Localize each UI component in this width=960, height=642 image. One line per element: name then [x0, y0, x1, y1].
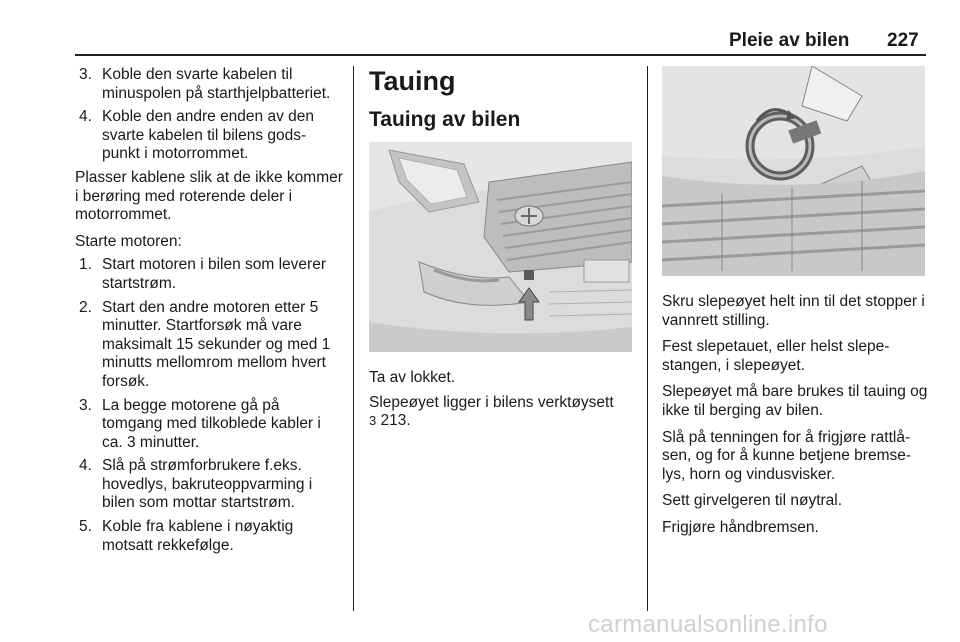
list-item	[75, 256, 343, 293]
steps-list-2	[75, 256, 343, 555]
page-reference[interactable]: 213.	[380, 412, 411, 430]
header-title: Pleie av bilen	[729, 30, 850, 51]
list-text: Koble den andre enden av den svarte kabelen til bilens gods-punkt i motorrommet.	[102, 108, 315, 163]
list-item	[75, 299, 343, 392]
list-number: 5.	[79, 518, 92, 536]
paragraph: Fest slepetauet, eller helst slepe-stangen, i slepeøyet.	[662, 338, 890, 374]
list-item	[75, 108, 343, 164]
list-text: Slå på strømforbrukere f.eks. hovedlys, bakruteoppvarming i bilen som mottar startstrøm.	[102, 457, 313, 512]
page-number: 227	[887, 30, 919, 51]
list-number: 2.	[79, 298, 92, 316]
list-text: Start motoren i bilen som leverer startstrøm.	[102, 256, 326, 292]
paragraph	[369, 394, 634, 431]
header-rule	[75, 54, 926, 56]
list-number: 1.	[79, 256, 92, 274]
paragraph: Sett girvelgeren til nøytral.	[662, 492, 843, 510]
paragraph: Frigjøre håndbremsen.	[662, 518, 819, 536]
paragraph-text: Slepeøyet ligger i bilens verktøysett	[369, 393, 614, 411]
paragraph: Plasser kablene slik at de ikke kommer i berøring med roterende deler i motorrommet.	[75, 168, 343, 224]
list-text: Start den andre motoren etter 5 minutter. Startforsøk må vare maksimalt 15 sekunder og med 1 minutts mellomrom mellom hvert forsøk.	[102, 298, 331, 390]
right-column	[662, 66, 928, 543]
car-front-drawing	[369, 142, 632, 352]
list-number: 4.	[79, 457, 92, 475]
list-item	[75, 457, 343, 513]
page-ref-icon: 3	[369, 413, 377, 429]
list-text: Koble fra kablene i nøyaktig motsatt rekkefølge.	[102, 518, 294, 554]
car-front-illustration	[369, 142, 632, 352]
section-subheading: Tauing av bilen	[369, 108, 521, 131]
column-divider-left	[353, 66, 354, 611]
steps-list-1	[75, 66, 343, 164]
tow-eye-illustration	[662, 66, 925, 276]
column-divider-right	[647, 66, 648, 611]
list-number: 3.	[79, 66, 92, 83]
tow-eye-drawing	[662, 66, 925, 276]
list-item	[75, 518, 343, 555]
paragraph: Slå på tenningen for å frigjøre rattlå-sen, og for å kunne betjene bremse-lys, horn og vindusvisker.	[662, 428, 912, 483]
list-item	[75, 66, 343, 103]
list-text: Koble den svarte kabelen til minuspolen på starthjelpbatteriet.	[102, 66, 331, 102]
section-heading: Tauing	[369, 66, 456, 96]
paragraph: Ta av lokket.	[369, 369, 456, 386]
paragraph: Skru slepeøyet helt inn til det stopper i vannrett stilling.	[662, 293, 925, 329]
list-number: 3.	[79, 396, 92, 414]
list-item	[75, 397, 343, 453]
watermark: carmanualsonline.info	[588, 611, 828, 638]
paragraph: Starte motoren:	[75, 232, 182, 250]
paragraph: Slepeøyet må bare brukes til tauing og ikke til berging av bilen.	[662, 383, 928, 419]
middle-column	[369, 66, 634, 431]
list-text: La begge motorene gå på tomgang med tilkoblede kabler i ca. 3 minutter.	[102, 396, 321, 451]
list-number: 4.	[79, 108, 92, 126]
left-column	[75, 66, 343, 560]
